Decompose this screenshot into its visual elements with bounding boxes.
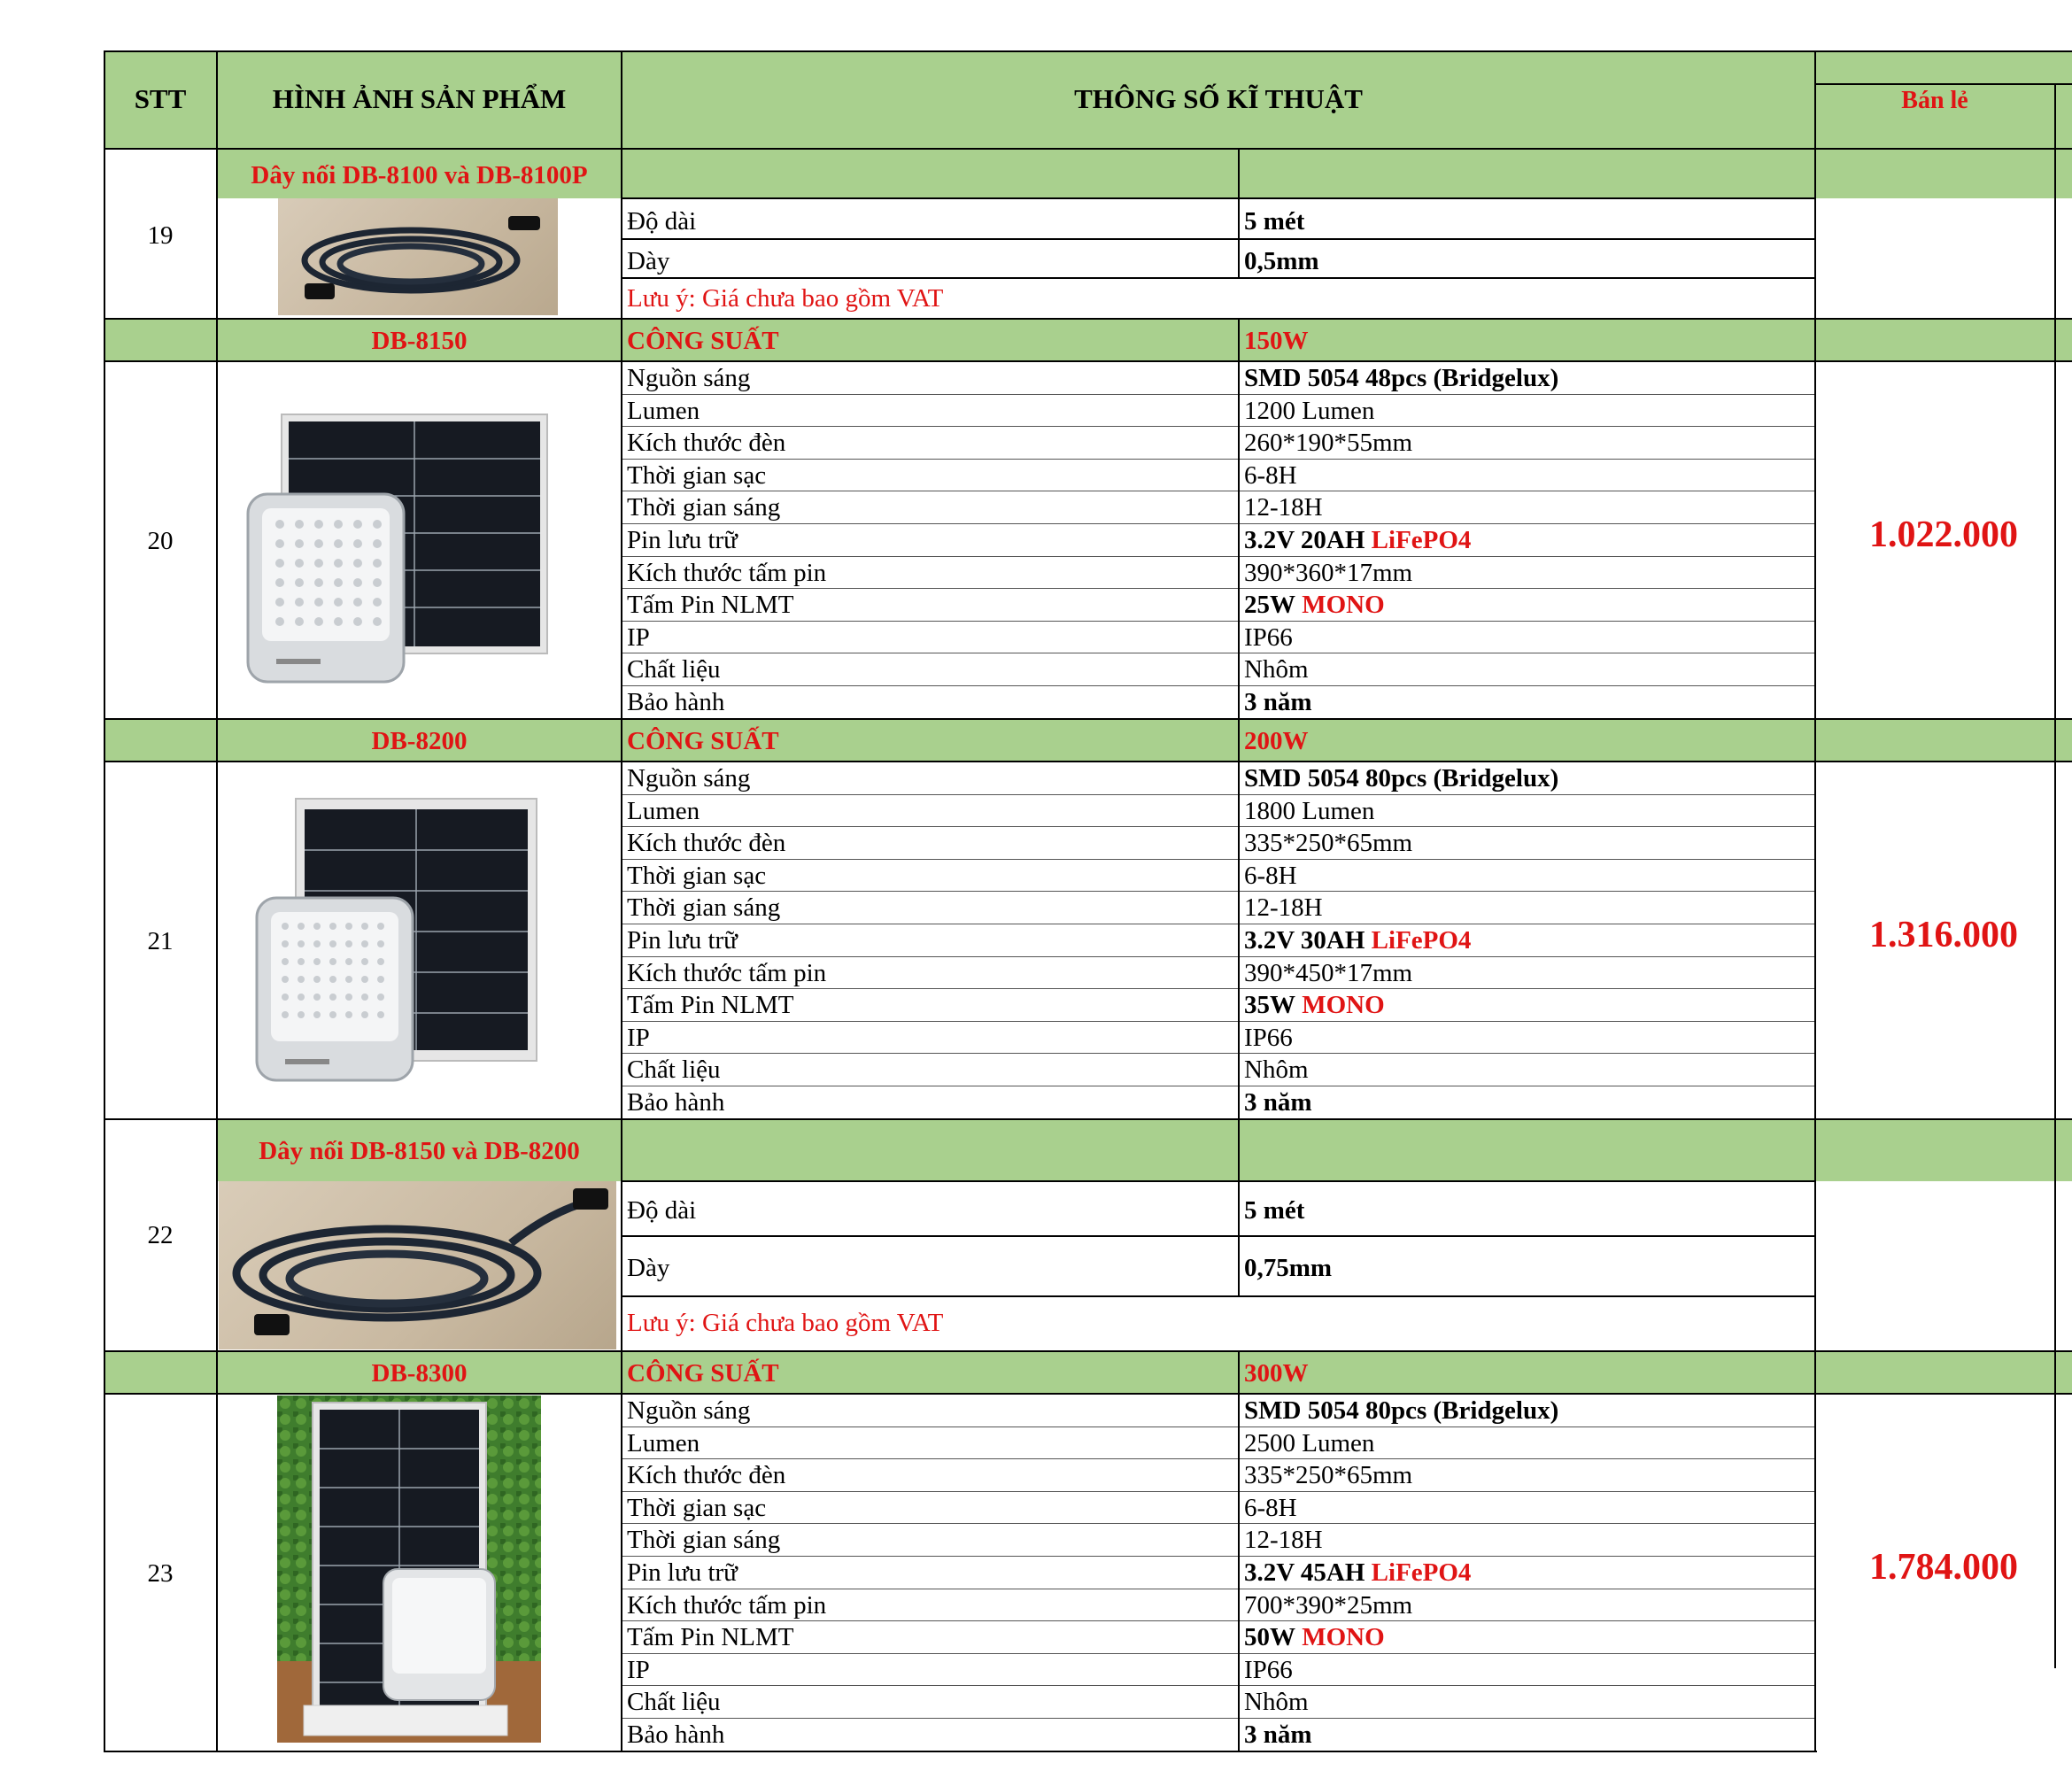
spec-label: Chất liệu (627, 655, 721, 684)
grid-line (104, 318, 2072, 320)
grid-line (104, 148, 2072, 150)
spec-row-divider (622, 1021, 1815, 1022)
power-label: CÔNG SUẤT (627, 727, 779, 755)
spec-row-divider (622, 1718, 1815, 1719)
spec-value-text: 1200 Lumen (1244, 397, 1375, 425)
grid-line (622, 277, 1815, 279)
grid-line (1238, 197, 1240, 279)
spec-value-highlight: MONO (1302, 591, 1385, 619)
spec-label: Tấm Pin NLMT (627, 591, 794, 619)
spec-label: Bảo hành (627, 1720, 725, 1749)
spec-value-text: 6-8H (1244, 862, 1297, 890)
spec-label: Kích thước tấm pin (627, 559, 827, 587)
spec-label: Bảo hành (627, 1088, 725, 1117)
spec-label: IP (627, 1656, 650, 1684)
spec-value-text: SMD 5054 48pcs (Bridgelux) (1244, 364, 1559, 392)
spec-value-text: 3.2V 20AH (1244, 526, 1365, 554)
spec-value (1244, 1524, 1323, 1556)
retail-price: 1.784.000 (1869, 1547, 2018, 1588)
row-stt: 19 (147, 221, 174, 250)
spec-label: Kích thước đèn (627, 829, 786, 857)
spec-value (1244, 460, 1297, 491)
spec-row-divider (622, 588, 1815, 589)
spec-value-text: 35W (1244, 991, 1295, 1019)
spec-value (1244, 1686, 1309, 1718)
table-left-border (104, 50, 105, 1751)
product-name: Dây nối DB-8150 và DB-8200 (259, 1137, 580, 1165)
row-stt: 23 (147, 1559, 174, 1588)
product-name: Dây nối DB-8100 và DB-8100P (251, 161, 588, 189)
spec-value-text: 25W (1244, 591, 1295, 619)
spec-value-text: 12-18H (1244, 893, 1323, 922)
grid-line (104, 1118, 2072, 1120)
spec-value (1244, 653, 1309, 685)
spec-value-text: 1800 Lumen (1244, 797, 1375, 825)
grid-line (104, 718, 2072, 720)
spec-value (1244, 1719, 1312, 1751)
table-top-border (104, 50, 2072, 52)
grid-line (1814, 50, 1816, 1751)
spec-label: Thời gian sáng (627, 1526, 781, 1554)
spec-value (1244, 924, 1471, 956)
spec-value (1244, 762, 1558, 794)
spec-value (1244, 622, 1293, 653)
spec-value-text: 3.2V 45AH (1244, 1558, 1365, 1587)
spec-row-divider (622, 685, 1815, 686)
spec-label: Kích thước tấm pin (627, 959, 827, 987)
spec-value-highlight: LiFePO4 (1371, 926, 1472, 955)
product-photo-db8150 (244, 409, 554, 685)
spec-value-text: SMD 5054 80pcs (Bridgelux) (1244, 764, 1559, 792)
spec-value (1244, 860, 1297, 892)
spec-row-divider (622, 988, 1815, 989)
spec-row-divider (622, 1426, 1815, 1427)
grid-line (622, 1235, 1815, 1237)
grid-line (104, 360, 2072, 362)
spec-value (1244, 1395, 1558, 1426)
spec-value-highlight: MONO (1302, 1623, 1385, 1651)
spec-value (1244, 589, 1385, 621)
spec-label: Thời gian sạc (627, 461, 767, 490)
row22-white (1815, 1181, 2072, 1351)
grid-line (104, 1350, 2072, 1352)
row-stt: 22 (147, 1221, 174, 1249)
spec-row-divider (622, 523, 1815, 524)
power-value: 300W (1244, 1359, 1309, 1388)
spec-row-divider (622, 459, 1815, 460)
spec-value (1244, 795, 1374, 827)
spec-value (1244, 989, 1385, 1021)
spec-row-divider (622, 1458, 1815, 1459)
power-value: 150W (1244, 327, 1309, 355)
header-stt: STT (134, 83, 187, 114)
grid-line (621, 50, 622, 1751)
spec-value-text: 3 năm (1244, 1720, 1312, 1749)
spec-value-text: Nhôm (1244, 1055, 1309, 1084)
spec-value: 5 mét (1244, 1196, 1305, 1225)
spec-label: Pin lưu trữ (627, 926, 738, 955)
spec-value (1244, 686, 1312, 718)
spec-row-divider (622, 1685, 1815, 1686)
spec-value (1244, 1557, 1471, 1589)
spec-value-highlight: LiFePO4 (1371, 1558, 1472, 1587)
spec-row-divider (622, 1523, 1815, 1524)
spec-row-divider (622, 1653, 1815, 1654)
spec-value: 5 mét (1244, 207, 1305, 236)
row19-white (1815, 198, 2072, 319)
spec-value-text: IP66 (1244, 1656, 1293, 1684)
spec-value-text: 335*250*65mm (1244, 1461, 1413, 1489)
product-name: DB-8300 (371, 1359, 468, 1388)
spec-value (1244, 1086, 1312, 1118)
product-name: DB-8200 (371, 727, 468, 755)
spec-label: Nguồn sáng (627, 764, 751, 792)
spec-value-text: 6-8H (1244, 461, 1297, 490)
grid-line (1238, 148, 1240, 197)
grid-line (1238, 1350, 1240, 1751)
row-stt: 20 (147, 527, 174, 555)
product-photo-db8300 (277, 1396, 541, 1743)
grid-line (622, 1295, 1815, 1297)
spec-row-divider (622, 394, 1815, 395)
spec-row-divider (622, 621, 1815, 622)
spec-value-text: 12-18H (1244, 493, 1323, 522)
spec-value-text: 700*390*25mm (1244, 1591, 1413, 1620)
spec-value-text: 335*250*65mm (1244, 829, 1413, 857)
spec-value (1244, 827, 1412, 859)
spec-value (1244, 395, 1374, 427)
spec-value-text: SMD 5054 80pcs (Bridgelux) (1244, 1396, 1559, 1425)
spec-label: Pin lưu trữ (627, 1558, 738, 1587)
spec-value-text: IP66 (1244, 1024, 1293, 1052)
spec-value (1244, 362, 1558, 394)
spec-row-divider (622, 794, 1815, 795)
spec-value (1244, 1022, 1293, 1054)
spec-label: Dày (627, 1254, 670, 1282)
spec-label: Độ dài (627, 207, 697, 236)
power-label: CÔNG SUẤT (627, 1359, 779, 1388)
spec-label: Dày (627, 247, 670, 275)
table-bottom-border (104, 1751, 1817, 1752)
spec-row-divider (622, 1053, 1815, 1054)
spec-label: IP (627, 1024, 650, 1052)
spec-label: Pin lưu trữ (627, 526, 738, 554)
product-name: DB-8150 (371, 327, 468, 355)
spec-value-text: 2500 Lumen (1244, 1429, 1375, 1457)
spec-value-text: 390*360*17mm (1244, 559, 1413, 587)
spec-value (1244, 491, 1323, 523)
spec-row-divider (622, 556, 1815, 557)
spec-value-text: 50W (1244, 1623, 1295, 1651)
spec-label: Thời gian sáng (627, 893, 781, 922)
spec-value (1244, 557, 1412, 589)
row-stt: 21 (147, 927, 174, 955)
spec-value (1244, 1589, 1412, 1621)
retail-price: 1.022.000 (1869, 514, 2018, 555)
spec-label: Kích thước đèn (627, 1461, 786, 1489)
spec-row-divider (622, 826, 1815, 827)
spec-value (1244, 1054, 1309, 1086)
spec-label: Độ dài (627, 1196, 697, 1225)
spec-label: Nguồn sáng (627, 364, 751, 392)
spec-value (1244, 1459, 1412, 1491)
spec-label: Tấm Pin NLMT (627, 991, 794, 1019)
spec-value (1244, 1492, 1297, 1524)
spec-label: Bảo hành (627, 688, 725, 716)
spec-value (1244, 957, 1412, 989)
spec-value (1244, 1621, 1385, 1653)
grid-line (2054, 83, 2056, 1668)
spec-row-divider (622, 1620, 1815, 1621)
grid-line (622, 197, 1815, 199)
spec-value-text: 390*450*17mm (1244, 959, 1413, 987)
vat-note: Lưu ý: Giá chưa bao gồm VAT (627, 1309, 944, 1337)
spec-value (1244, 524, 1471, 556)
spec-value-text: IP66 (1244, 623, 1293, 652)
spec-label: Nguồn sáng (627, 1396, 751, 1425)
spec-value-text: 3.2V 30AH (1244, 926, 1365, 955)
grid-line (622, 238, 1815, 240)
spec-value-text: Nhôm (1244, 655, 1309, 684)
power-value: 200W (1244, 727, 1309, 755)
spec-value: 0,75mm (1244, 1254, 1333, 1282)
spec-row-divider (622, 859, 1815, 860)
spec-label: Lumen (627, 397, 700, 425)
spec-label: Thời gian sạc (627, 1494, 767, 1522)
spec-row-divider (622, 1556, 1815, 1557)
spec-row-divider (622, 426, 1815, 427)
spec-value (1244, 892, 1323, 924)
spec-label: Kích thước tấm pin (627, 1591, 827, 1620)
product-photo-db8200 (250, 797, 542, 1084)
spec-label: Lumen (627, 1429, 700, 1457)
spec-value-text: 3 năm (1244, 688, 1312, 716)
spec-value-highlight: LiFePO4 (1371, 526, 1472, 554)
spec-label: Kích thước đèn (627, 429, 786, 457)
cable-photo (219, 1181, 616, 1349)
spec-value-text: Nhôm (1244, 1688, 1309, 1716)
vat-note: Lưu ý: Giá chưa bao gồm VAT (627, 284, 944, 313)
spec-value-text: 6-8H (1244, 1494, 1297, 1522)
spec-row-divider (622, 891, 1815, 892)
spec-row-divider (622, 956, 1815, 957)
grid-line (622, 1180, 1815, 1182)
power-label: CÔNG SUẤT (627, 327, 779, 355)
spec-label: Chất liệu (627, 1055, 721, 1084)
spec-label: Thời gian sạc (627, 862, 767, 890)
grid-line (1815, 83, 2072, 85)
grid-line (104, 761, 2072, 762)
grid-line (216, 50, 218, 1751)
spec-value (1244, 1654, 1293, 1686)
cable-photo (278, 198, 558, 315)
spec-value (1244, 427, 1412, 459)
header-image: HÌNH ẢNH SẢN PHẨM (272, 83, 567, 114)
spec-value-highlight: MONO (1302, 991, 1385, 1019)
spec-row-divider (622, 1491, 1815, 1492)
spec-value-text: 3 năm (1244, 1088, 1312, 1117)
spec-label: Tấm Pin NLMT (627, 1623, 794, 1651)
grid-line (1238, 318, 1240, 1297)
spec-label: Chất liệu (627, 1688, 721, 1716)
spec-label: Thời gian sáng (627, 493, 781, 522)
spec-label: IP (627, 623, 650, 652)
spec-value (1244, 1427, 1374, 1459)
grid-line (104, 1393, 2072, 1395)
spec-value-text: 12-18H (1244, 1526, 1323, 1554)
spec-value-text: 260*190*55mm (1244, 429, 1413, 457)
spec-value: 0,5mm (1244, 247, 1319, 275)
spec-label: Lumen (627, 797, 700, 825)
retail-price: 1.316.000 (1869, 915, 2018, 955)
header-specs: THÔNG SỐ KĨ THUẬT (1074, 83, 1363, 114)
header-retail: Bán lẻ (1901, 87, 1968, 114)
